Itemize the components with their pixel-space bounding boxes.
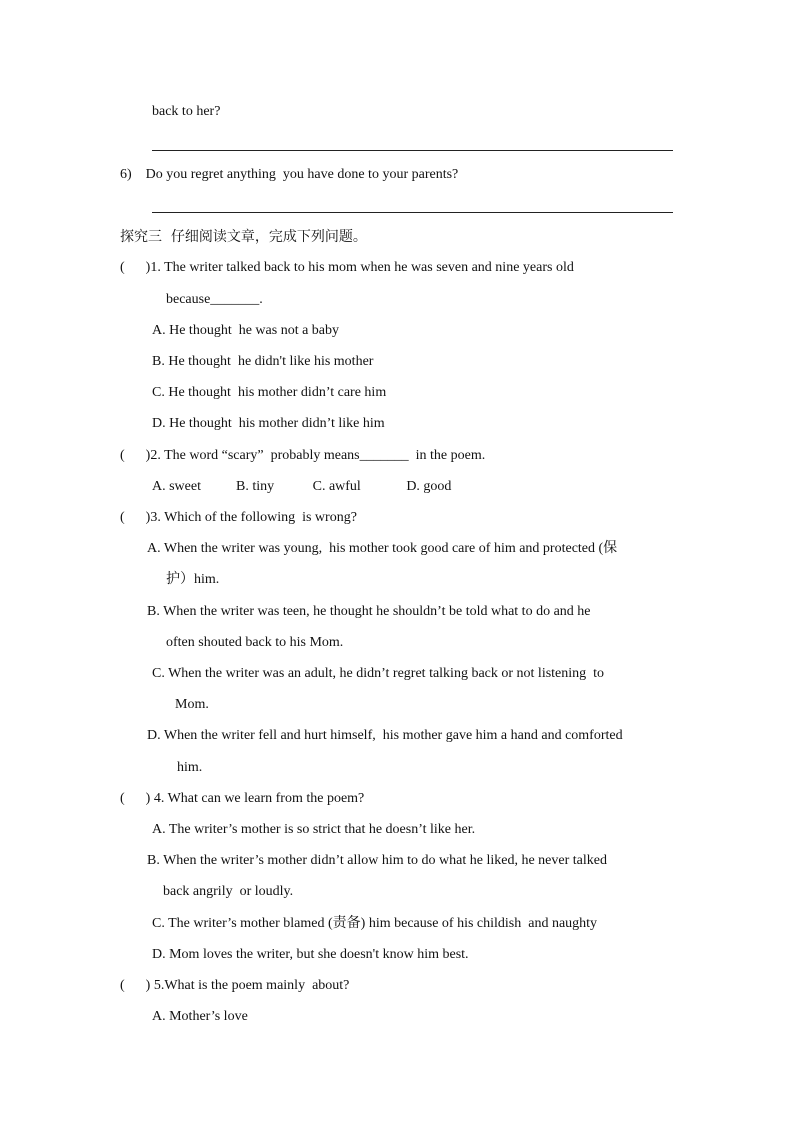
q1-option-d: D. He thought his mother didn’t like him — [152, 416, 385, 431]
q1-option-b: B. He thought he didn't like his mother — [152, 354, 374, 369]
q3-option-a-cont: 护）him. — [166, 572, 220, 587]
q1-stem-cont: because_______. — [166, 292, 263, 307]
question-6: 6) Do you regret anything you have done to your parents? — [120, 167, 459, 182]
q3-option-d: D. When the writer fell and hurt himself, his mother gave him a hand and comforted — [147, 728, 623, 743]
q3-option-c-cont: Mom. — [175, 697, 209, 712]
q1-option-c: C. He thought his mother didn’t care him — [152, 385, 387, 400]
section-title: 探究三 仔细阅读文章，完成下列问题。 — [120, 229, 367, 245]
q4-option-a: A. The writer’s mother is so strict that he doesn’t like her. — [152, 822, 476, 837]
q2-options: A. sweet B. tiny C. awful D. good — [152, 479, 452, 494]
q1-option-a: A. He thought he was not a baby — [152, 323, 340, 338]
q3-option-b: B. When the writer was teen, he thought he shouldn’t be told what to do and he — [147, 604, 591, 619]
q3-option-a: A. When the writer was young, his mother took good care of him and protected (保 — [147, 541, 618, 556]
q5-stem: ( ) 5.What is the poem mainly about? — [120, 978, 350, 993]
q5-option-a: A. Mother’s love — [152, 1009, 248, 1024]
q4-option-c: C. The writer’s mother blamed (责备) him because of his childish and naughty — [152, 916, 598, 931]
q3-stem: ( )3. Which of the following is wrong? — [120, 510, 357, 525]
text-line: back to her? — [152, 104, 221, 119]
q3-option-b-cont: often shouted back to his Mom. — [166, 635, 344, 650]
answer-line-1 — [152, 150, 673, 151]
q4-option-b: B. When the writer’s mother didn’t allow him to do what he liked, he never talked — [147, 853, 607, 868]
q3-option-d-cont: him. — [177, 760, 203, 775]
q1-stem: ( )1. The writer talked back to his mom when he was seven and nine years old — [120, 260, 574, 275]
q4-option-b-cont: back angrily or loudly. — [163, 884, 294, 899]
q4-stem: ( ) 4. What can we learn from the poem? — [120, 791, 365, 806]
q3-option-c: C. When the writer was an adult, he didn’t regret talking back or not listening to — [152, 666, 605, 681]
answer-line-2 — [152, 212, 673, 213]
q4-option-d: D. Mom loves the writer, but she doesn't know him best. — [152, 947, 469, 962]
q2-stem: ( )2. The word “scary” probably means_______ in the poem. — [120, 448, 486, 463]
